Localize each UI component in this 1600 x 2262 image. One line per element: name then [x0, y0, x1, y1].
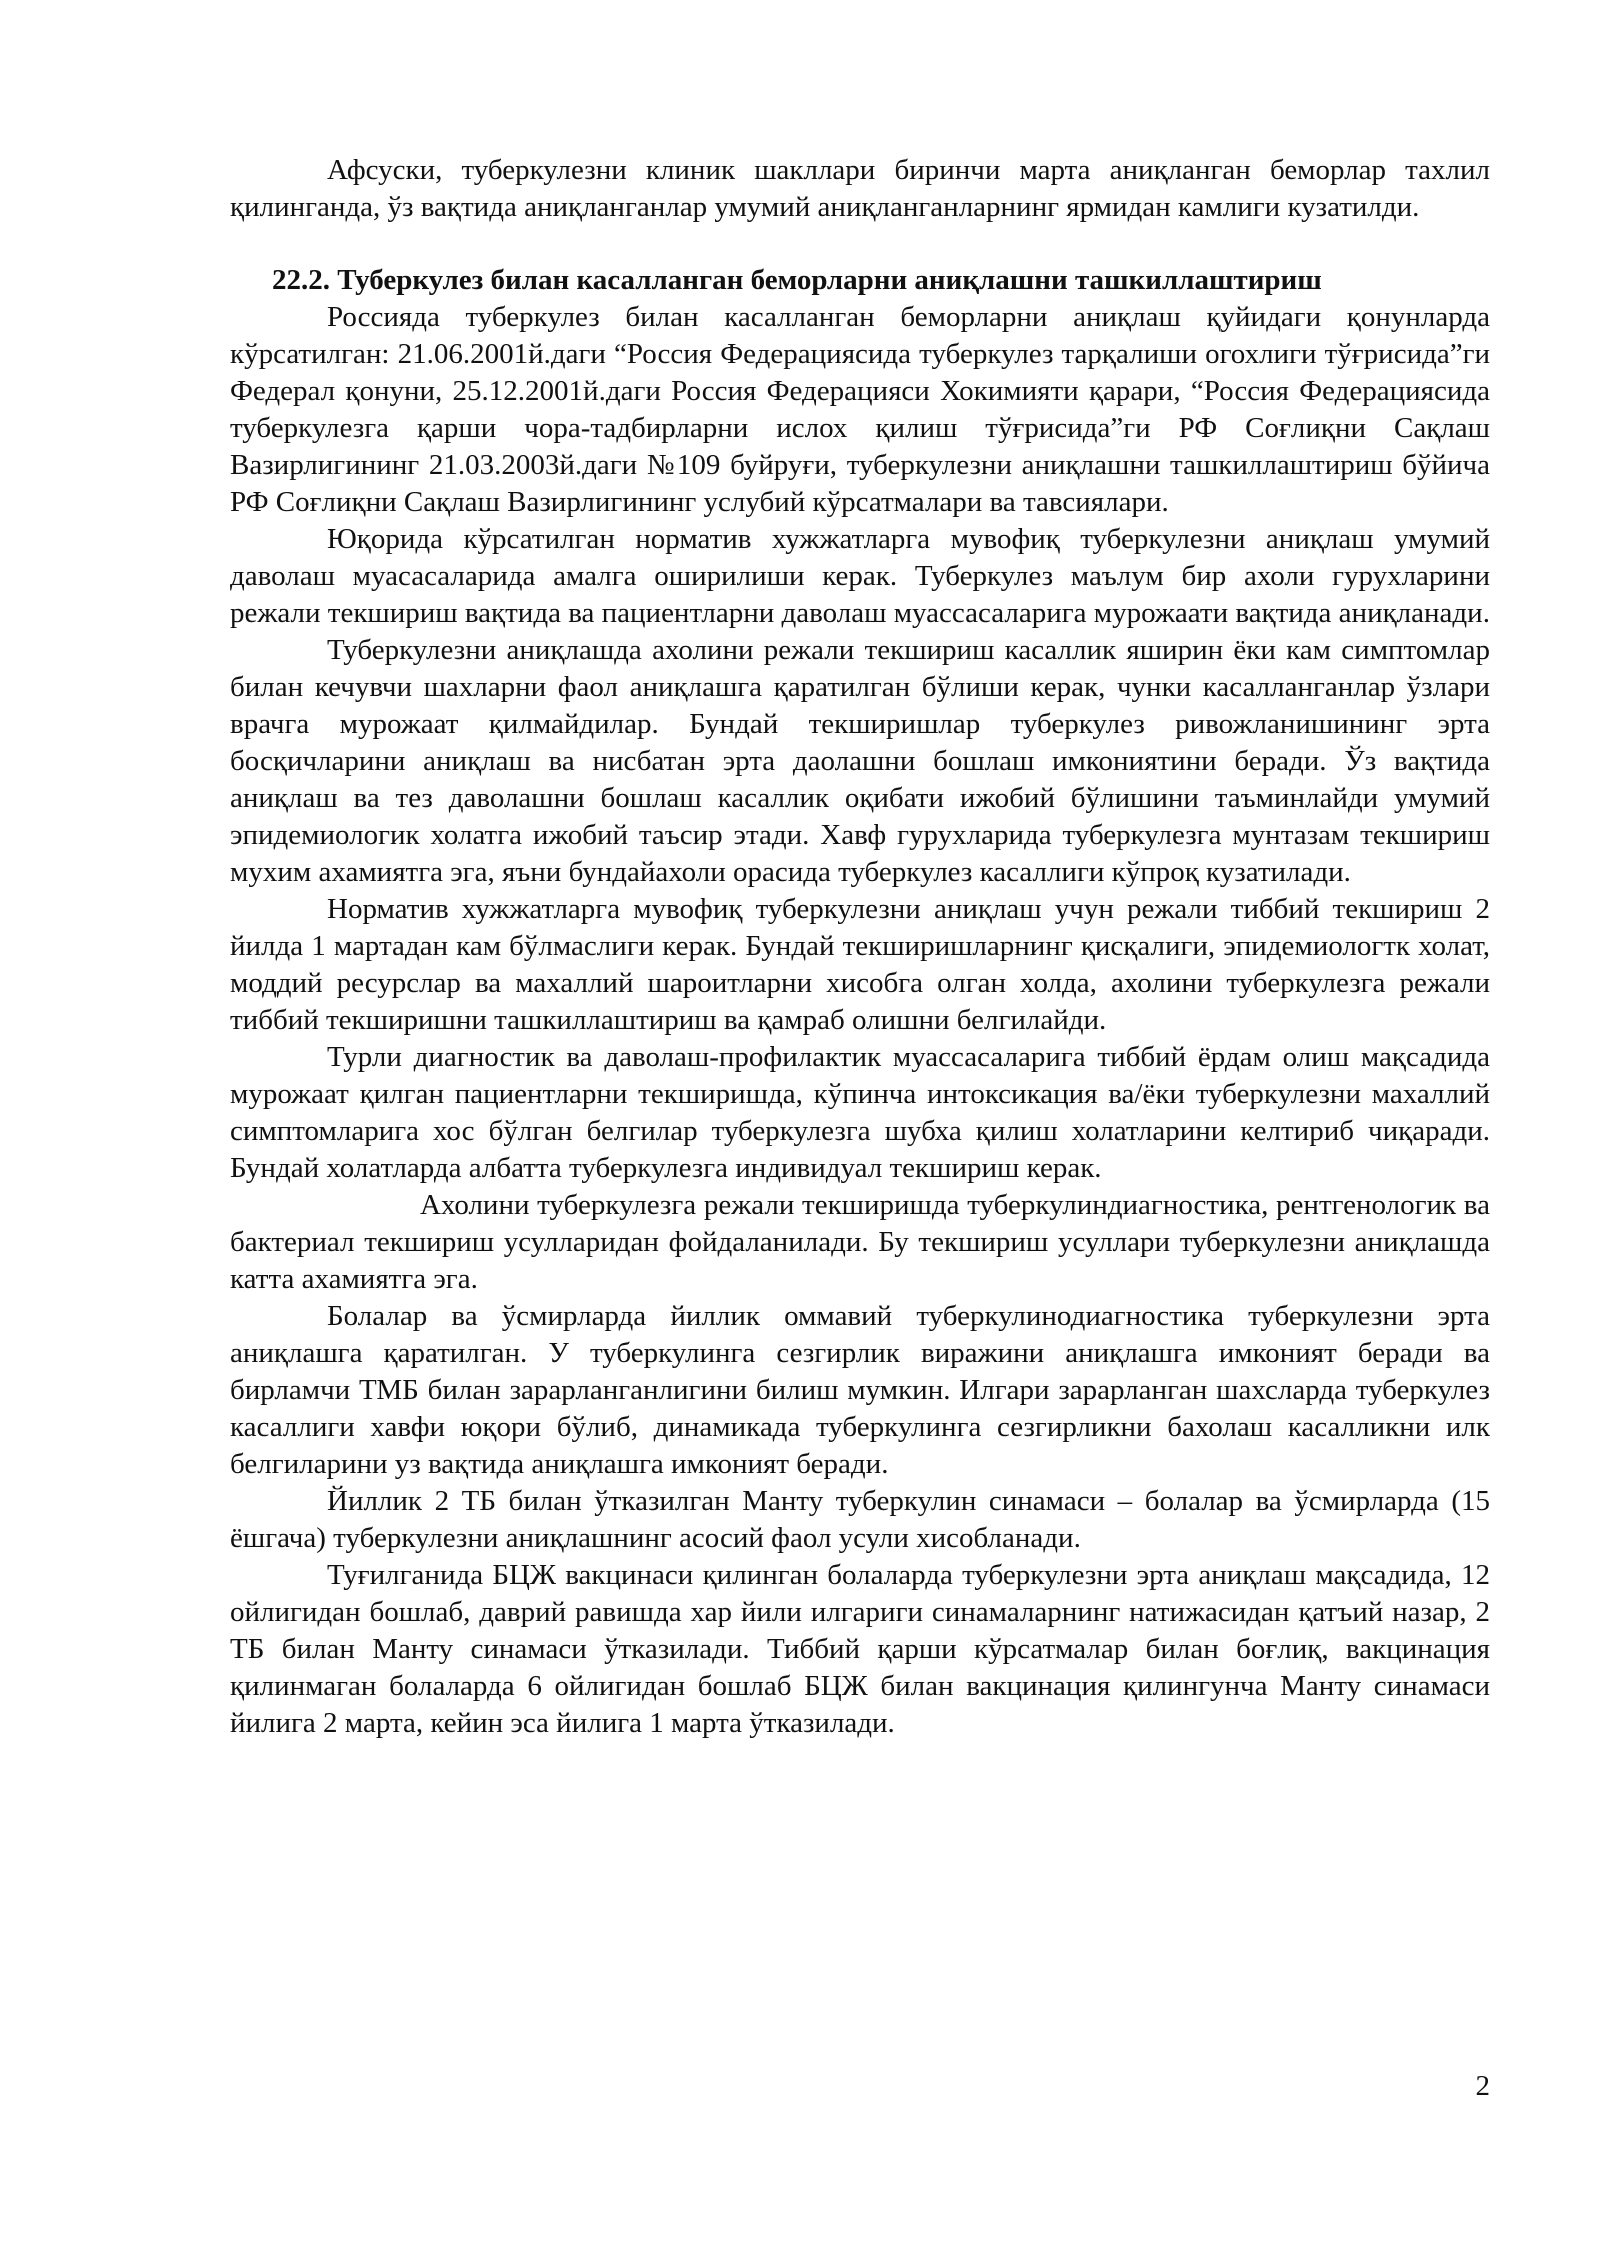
intro-paragraph: Афсуски, туберкулезни клиник шакллари биринчи марта аниқланган беморлар тахлил қилинганда, ўз вақтида аниқланганлар умумий аниқланганларнинг ярмидан камлиги кузатилди.: [230, 154, 1490, 223]
paragraph-7: Болалар ва ўсмирларда йиллик оммавий туберкулинодиагностика туберкулезни эрта аниқлашга қаратилган. У туберкулинга сезгирлик виражини аниқлашга имконият беради ва бирламчи ТМБ билан зарарланганлигини билиш мумкин. Илгари зарарланган шахсларда туберкулез касаллиги хавфи юқори бўлиб, динамикада туберкулинга сезгирликни бахолаш касалликни илк белгиларини уз вақтида аниқлашга имконият беради.: [230, 1300, 1490, 1480]
paragraph-4: Норматив хужжатларга мувофиқ туберкулезни аниқлаш учун режали тиббий текшириш 2 йилда 1 мартадан кам бўлмаслиги керак. Бундай текширишларнинг қисқалиги, эпидемиологтк холат, моддий ресурслар ва махаллий шароитларни хисобга олган холда, ахолини туберкулезга режали тиббий текширишни ташкиллаштириш ва қамраб олишни белгилайди.: [230, 893, 1490, 1036]
paragraph-2: Юқорида кўрсатилган норматив хужжатларга мувофиқ туберкулезни аниқлаш умумий даволаш муасасаларида амалга оширилиши керак. Туберкулез маълум бир ахоли гурухларини режали текшириш вақтида ва пациентларни даволаш муассасаларига мурожаати вақтида аниқланади.: [230, 523, 1490, 629]
document-body: [230, 152, 1490, 1742]
paragraph-9: Туғилганида БЦЖ вакцинаси қилинган болаларда туберкулезни эрта аниқлаш мақсадида, 12 ойлигидан бошлаб, даврий равишда хар йили илгариги синамаларнинг натижасидан қатъий назар, 2 ТБ билан Манту синамаси ўтказилади. Тиббий қарши кўрсатмалар билан боғлиқ, вакцинация қилинмаган болаларда 6 ойлигидан бошлаб БЦЖ билан вакцинация қилингунча Манту синамаси йилига 2 марта, кейин эса йилига 1 марта ўтказилади.: [230, 1559, 1490, 1739]
section-heading: 22.2. Туберкулез билан касалланган беморларни аниқлашни ташкиллаштириш: [272, 264, 1322, 296]
page-number: 2: [1475, 2070, 1490, 2102]
paragraph-6: Ахолини туберкулезга режали текширишда туберкулиндиагностика, рентгенологик ва бактериал текшириш усулларидан фойдаланилади. Бу текшириш усуллари туберкулезни аниқлашда катта ахамиятга эга.: [230, 1189, 1490, 1295]
paragraph-1: Россияда туберкулез билан касалланган беморларни аниқлаш қуйидаги қонунларда кўрсатилган: 21.06.2001й.даги “Россия Федерациясида туберкулез тарқалиши огохлиги тўғрисида”ги Федерал қонуни, 25.12.2001й.даги Россия Федерацияси Хокимияти қарари, “Россия Федерациясида туберкулезга қарши чора-тадбирларни ислох қилиш тўғрисида”ги РФ Соғлиқни Сақлаш Вазирлигининг 21.03.2003й.даги №109 буйруғи, туберкулезни аниқлашни ташкиллаштириш бўйича РФ Соғлиқни Сақлаш Вазирлигининг услубий кўрсатмалари ва тавсиялари.: [230, 301, 1490, 518]
paragraph-5: Турли диагностик ва даволаш-профилактик муассасаларига тиббий ёрдам олиш мақсадида мурожаат қилган пациентларни текширишда, кўпинча интоксикация ва/ёки туберкулезни махаллий симптомларига хос бўлган белгилар туберкулезга шубха қилиш холатларини келтириб чиқаради. Бундай холатларда албатта туберкулезга индивидуал текшириш керак.: [230, 1041, 1490, 1184]
paragraph-3: Туберкулезни аниқлашда ахолини режали текшириш касаллик яширин ёки кам симптомлар билан кечувчи шахларни фаол аниқлашга қаратилган бўлиши керак, чунки касалланганлар ўзлари врачга мурожаат қилмайдилар. Бундай текширишлар туберкулез ривожланишининг эрта босқичларини аниқлаш ва нисбатан эрта даолашни бошлаш имкониятини беради. Ўз вақтида аниқлаш ва тез даволашни бошлаш касаллик оқибати ижобий бўлишини таъминлайди умумий эпидемиологик холатга ижобий таъсир этади. Хавф гурухларида туберкулезга мунтазам текшириш мухим ахамиятга эга, яъни бундайахоли орасида туберкулез касаллиги кўпроқ кузатилади.: [230, 634, 1490, 888]
paragraph-8: Йиллик 2 ТБ билан ўтказилган Манту туберкулин синамаси – болалар ва ўсмирларда (15 ёшгача) туберкулезни аниқлашнинг асосий фаол усули хисобланади.: [230, 1485, 1490, 1554]
